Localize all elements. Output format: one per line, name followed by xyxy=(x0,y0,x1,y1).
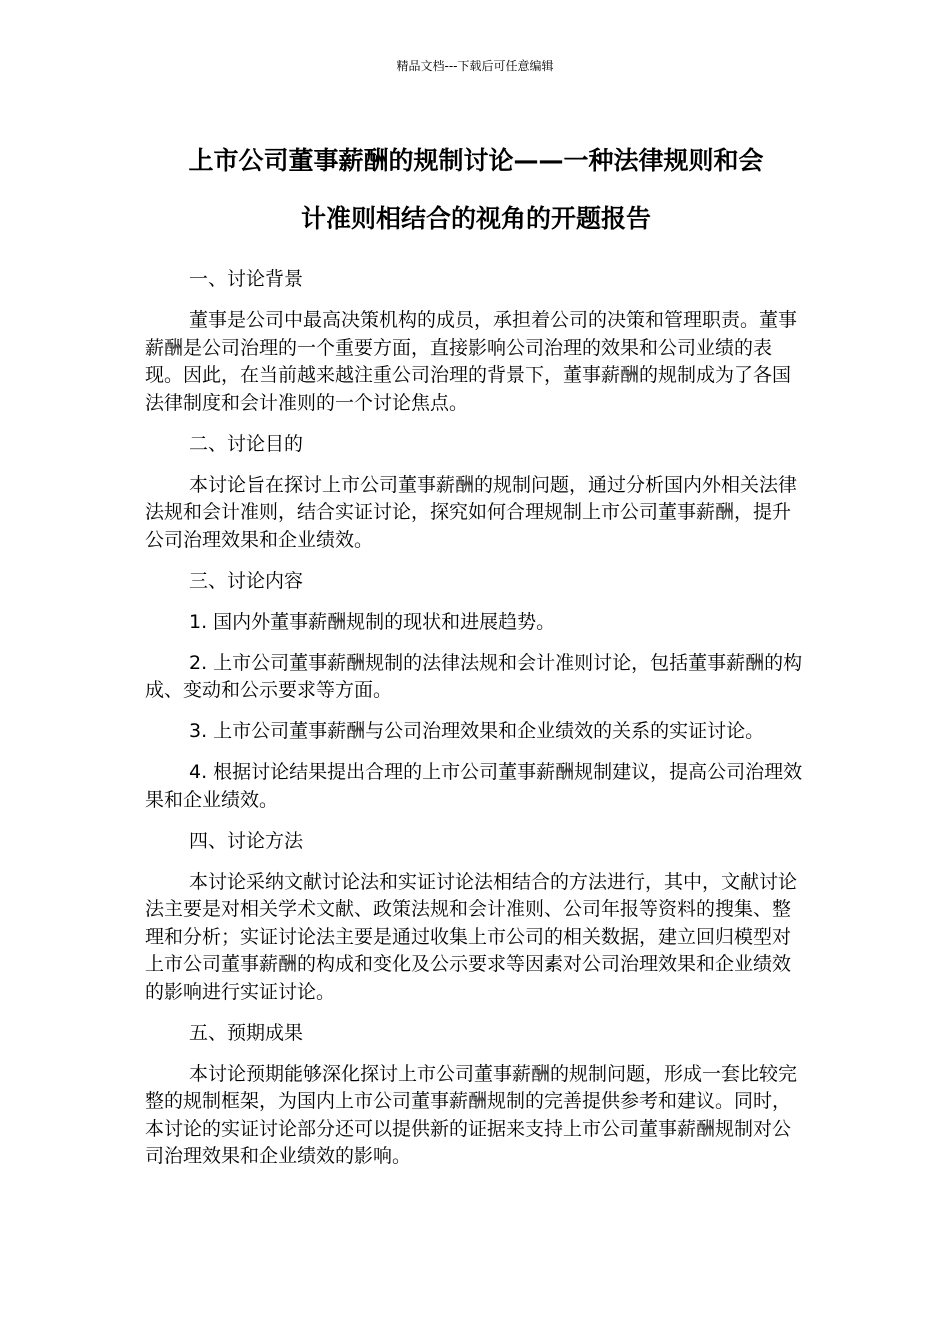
section-body-background: 董事是公司中最高决策机构的成员，承担着公司的决策和管理职责。董事薪酬是公司治理的一个重要方面，直接影响公司治理的效果和公司业绩的表现。因此，在当前越来越注重公司治理的背景下，董事薪酬的规制成为了各国法律制度和会计准则的一个讨论焦点。 xyxy=(145,309,798,414)
content-list-item: 1. 国内外董事薪酬规制的现状和进展趋势。 xyxy=(189,610,556,633)
section-body-results: 本讨论预期能够深化探讨上市公司董事薪酬的规制问题，形成一套比较完整的规制框架，为国内上市公司董事薪酬规制的完善提供参考和建议。同时，本讨论的实证讨论部分还可以提供新的证据来支持上市公司董事薪酬规制对公司治理效果和企业绩效的影响。 xyxy=(145,1062,798,1167)
content-list-item: 4. 根据讨论结果提出合理的上市公司董事薪酬规制建议，提高公司治理效果和企业绩效。 xyxy=(145,761,803,811)
page-header: 精品文档---下载后可任意编辑 xyxy=(396,59,554,73)
content-list-item: 2. 上市公司董事薪酬规制的法律法规和会计准则讨论，包括董事薪酬的构成、变动和公示要求等方面。 xyxy=(145,651,803,701)
section-body-purpose: 本讨论旨在探讨上市公司董事薪酬的规制问题，通过分析国内外相关法律法规和会计准则，结合实证讨论，探究如何合理规制上市公司董事薪酬，提升公司治理效果和企业绩效。 xyxy=(145,473,798,551)
section-heading-content: 三、讨论内容 xyxy=(189,569,304,592)
document-title xyxy=(145,132,807,248)
content-list-item: 3. 上市公司董事薪酬与公司治理效果和企业绩效的关系的实证讨论。 xyxy=(189,720,765,742)
section-heading-purpose: 二、讨论目的 xyxy=(189,432,304,455)
title-line-2: 计准则相结合的视角的开题报告 xyxy=(300,204,651,233)
section-body-method: 本讨论采纳文献讨论法和实证讨论法相结合的方法进行，其中，文献讨论法主要是对相关学术文献、政策法规和会计准则、公司年报等资料的搜集、整理和分析；实证讨论法主要是通过收集上市公司的相关数据，建立回归模型对上市公司董事薪酬的构成和变化及公示要求等因素对公司治理效果和企业绩效的影响进行实证讨论。 xyxy=(145,870,798,1003)
section-heading-background: 一、讨论背景 xyxy=(189,268,304,290)
section-heading-method: 四、讨论方法 xyxy=(189,829,304,852)
section-heading-results: 五、预期成果 xyxy=(189,1021,304,1044)
document-body xyxy=(145,266,807,1184)
title-line-1: 上市公司董事薪酬的规制讨论——一种法律规则和会 xyxy=(188,146,764,175)
